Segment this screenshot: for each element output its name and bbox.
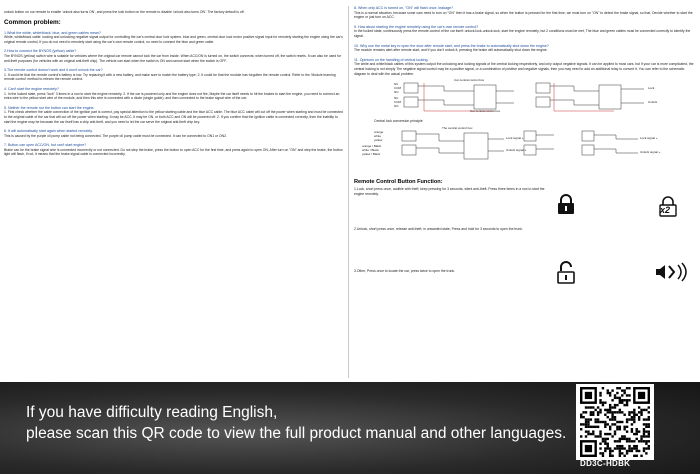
wire-color-label: white [374,134,382,139]
lock-x2-icon [654,195,684,217]
faq-item [4,49,344,63]
wiring-top-label: Lock [648,86,655,91]
faq-item [4,31,344,45]
faq-answer: This is caused by the purple oil pump cable not being connected. The purple oil pump cable must be connected. It can be connected to ON1 or ON2. [4,133,227,138]
wiring-bottom-label: The central control box [442,126,473,131]
footer-line-2: please scan this QR code to view the full product manual and other languages. [26,425,567,442]
faq-question: 11. Opinions on the handling of central locking. [354,57,429,62]
wire-color-label: orange [374,130,384,135]
pin-label: NO [394,104,399,109]
faq-question: 5. Neither the remote nor the button can start the engine. [4,105,95,110]
pin-label: NC [394,82,399,87]
faq-answer: 1. It could be that the remote control's battery is low. Try replacing it with a new battery, and make sure to match the battery type; 2. It could be that the module has forgotten the remote control. Refer to the 'Module learning remote control' method to relearn the remote control. [4,72,336,82]
faq-question: 2.How to connect the BYNOS (yellow) cable? [4,49,77,54]
faq-question: 1.What the white, white/black, blue, and green cables mean? [4,30,101,35]
faq-answer: White, white/black cable: locking and unlocking negative signal output for controlling the car's central door lock system, blue and green, central door lock motor positive signal input for remotely starting the engine using the car's original remote control, If you do not need to remotely start using the car's own remote control, no need to connect the blue and green cable. [4,35,343,44]
wiring-bottom-label: Unlock signal + [640,150,661,155]
faq-item [354,25,694,39]
pin-label: COM [394,100,401,105]
lock-icon [554,193,578,215]
faq-question: 4. Can't start the engine remotely? [4,86,59,91]
wiring-top-label: Unlock [648,100,658,105]
faq-item [4,129,344,138]
faq-answer: The BYNOS (yellow) switch wire is suitable for vehicles where the original car remote cannot lock the car from inside. When ACC/ON is turned on, the switch connects; when turned off, the switch resets. It can also be used for anti-theft purposes (for vehicles with an original anti-theft chip). The vehicle can start when the switch is ON and cannot start when the switch is OFF. [4,53,342,63]
wire-color-label: white / Black [362,148,379,153]
left-column [4,0,344,382]
faq-question: 3.The remote control doesn't work and it won't unlock the car? [4,68,103,73]
pin-label: NC [394,96,399,101]
faq-item [4,68,344,82]
faq-question: 9. How about starting the engine remotely using the car's own remote control? [354,24,479,29]
wiring-bottom-label: Unlock signal + [506,148,527,153]
pin-label: COM [394,86,401,91]
wire-color-label: yellow [374,138,383,143]
wiring-top-label: Car central control box [470,109,501,114]
footer-line-1: If you have difficulty reading English, [26,404,278,421]
remote-function-text: 1.Lock, short press once, audible with theft; keep pressing for 3 seconds, silent anti-theft. Press three times in a row to start the engine remotely. [354,187,545,196]
faq-question: 8. When only ACC is turned on, "ON" will flash once, leakage? [354,6,454,10]
faq-item [4,143,344,157]
intro-text: unlock button on our remote to enable 'unlock also turns ON', and press the lock button on the remote to disable 'unlock also turns ON'. The factory default is off. [4,10,245,14]
faq-item [4,106,344,124]
remote-functions [354,187,694,347]
qr-code-image [579,387,651,457]
faq-question: 7. Button can open ACC/ON, but can't start engine? [4,143,87,148]
faq-answer: The module remains alert after remote start, and if you don't unlock it, pressing the brake will automatically shut down the engine. [354,48,548,53]
x2-label: x2 [660,205,671,216]
speaker-light-icon [654,261,690,283]
common-problem-heading: Common problem: [4,18,61,26]
qr-code[interactable] [576,384,654,460]
faq-question: 10. Why use the metal key to open the door after remote start, and press the brake to automatically shut down the engine? [354,43,549,48]
faq-item [354,58,694,76]
wiring-diagram-svg [354,79,694,173]
faq-answer: This is a normal situation, because some cars need to turn on "ON" then it has a brake signal, so when the button is pressed for the first time, we must turn on "ON" to detect the brake signal, so that, Decide whether to start the engine or just turn on ACC. [354,10,693,20]
right-column [354,0,694,382]
faq-item [354,44,694,53]
remote-function-text: 2.Unlock, short press once, release anti-theft; in unwanted state, Press and hold for 3 seconds to open the trunk. [354,227,523,232]
wiring-bottom-label: Lock signal + [640,136,658,141]
faq-item [4,87,344,101]
faq-answer: 1. In the locked state, press "lock" 3 times in a row to start the engine remotely. 2. If the car is powered only and the engine does not fire, Maybe the car itself needs to hit the brakes to start the engine, you need to connect an extra wire to the yellow start wire of the module, and then this wire is connected with a diode (single guide), and then connected to the brake signal wire of the car; [4,91,340,101]
remote-function-text: 3.Other, Press once to locate the car, press twice to open the trunk. [354,269,456,274]
wiring-bottom-label: Lock signal + [506,136,524,141]
faq-answer: 1. First check whether the cable connection of the ignition part is correct, pay special attention to the yellow starting cable and the blue ACC cable. The blue ACC cable will cut off the power when starting and must be connected to the original cable of the car that will cut off the power when starting. It may be ACC, it may be ON, or both ACC and ON will be powered off. 2. If you confirm that the ignition cable is connected correctly, then the inability to start the engine may be because the car itself has a chip anti-theft, and you need to let the car serve the original anti-theft chip key. [4,110,343,124]
column-divider [348,6,349,378]
wiring-top-label: Car central control box [454,78,485,83]
faq-answer: Brake can be the brake signal wire is connected incorrectly or not connected. Do not step the brake, press the button to open ACC for the first time, and press again to open ON; After turn on "ON" and step the brake, the button light will flash, if not, it means that the brake signal cable is connected incorrectly. [4,147,343,157]
faq-item [354,6,694,20]
faq-question: 6. It will automatically start again when started remotely. [4,129,93,134]
unlock-icon [554,261,578,283]
wiring-title: Central lock conversion principle [374,119,423,124]
faq-answer: In the locked state, continuously press the remote control of the car itself: unlock-lock-unlock-lock, start the engine remotely, but 2 conditions must be met, The blue and green cables must be connected correctly to identify the signal. [354,29,691,38]
wire-color-label: yellow / Black [362,152,381,157]
wire-color-label: orange / Black [362,144,382,149]
remote-function-title: Remote Control Button Function: [354,179,443,186]
faq-answer: The white and white/black cables of this system output the unlocking and locking signals of the central locking respectively, and only output negative signals. It can be applied to most cars, but if your car is more complicated, the central locking is not simply The negative signal control may be a positive signal, or a combination of positive and negative signals, then you may need to add an additional relay to convert it. You can refer to the schematic diagram to deal with the actual problem. [354,62,694,76]
qr-label: DD3C-HDBK [580,459,631,468]
wiring-diagram [354,79,694,173]
pin-label: NO [394,90,399,95]
